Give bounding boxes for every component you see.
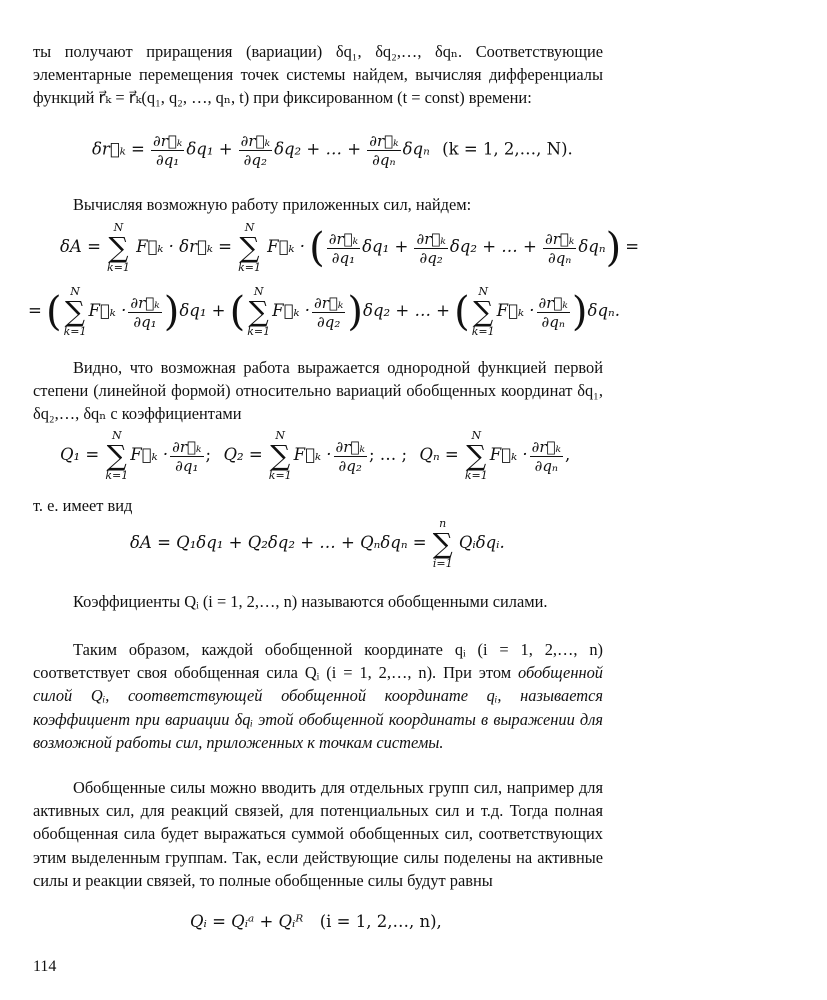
eq3-force-2: F⃗ₖ · [293,444,332,464]
eq3-sum-1-top: N [111,429,122,442]
eq3-q1: Q₁ = [60,444,100,464]
paragraph-6-italic: обобщенной силой Qᵢ, соответствующей обобщенной координате qᵢ, называется коэффициент при вариации δqᵢ этой обобщенной координаты в выражении для возможной работы сил, приложенных к точкам системы. [33,663,603,752]
eq2b-sum-3-top: N [478,285,488,298]
eq3-frac-1-num: ∂r⃗ₖ [172,437,202,456]
eq1-frac-1-num: ∂r⃗ₖ [152,132,183,150]
eq2-frac-2-den: ∂q₂ [419,248,443,267]
page-number: 114 [33,958,57,975]
eq3-frac-3-den: ∂qₙ [534,456,559,475]
eq3-sum-3-top: N [471,429,482,442]
paragraph-7: Обобщенные силы можно вводить для отдельных групп сил, например для активных сил, для реакций связей, для потенциальных сил и т.д. Тогда полная обобщенная сила будет выражаться суммой обобщенных сил, соответствующих этим выделенным группам. Так, если действующие силы поделены на активные силы и реакции связей, то полные обобщенные силы будут равны [33,778,603,890]
eq2b-frac-1-den: ∂q₁ [133,312,157,331]
equation-displacement [0,132,729,169]
eq4-lhs: δA = Q₁δq₁ + Q₂δq₂ + … + Qₙδqₙ = [130,532,427,552]
eq2b-sum-1: N ∑ k=1 [63,285,87,338]
equation-generalized-forces [0,430,697,482]
eq2-var-1: δq₁ + [362,236,409,256]
eq2b-sum-3-bot: k=1 [471,325,495,338]
eq2b-var-2: δq₂ + … + [363,300,451,320]
eq2-var-3: δqₙ [578,236,606,256]
eq2b-force-3: F⃗ₖ · [496,300,535,320]
eq2b-frac-3 [537,294,570,331]
eq1-frac-2 [239,132,272,169]
eq2b-frac-2 [312,294,345,331]
eq2-frac-3 [543,230,576,267]
eq2b-var-1: δq₁ + [179,300,226,320]
eq1-frac-2-num: ∂r⃗ₖ [240,132,271,150]
eq5-body: Qᵢ = Qᵢᵃ + Qᵢᴿ [190,912,304,931]
equation-total-force [0,912,827,932]
eq2b-frac-3-den: ∂qₙ [541,312,565,331]
eq1-var-3: δqₙ [402,139,430,159]
eq2b-lead: = [28,300,42,320]
eq2-frac-2 [414,230,447,267]
eq2-frac-1-den: ∂q₁ [331,248,356,267]
eq2-lhs: δA = [60,236,101,256]
paragraph-2: Вычисляя возможную работу приложенных сил, найдем: [73,195,472,214]
eq2-var-2: δq₂ + … + [449,236,537,256]
eq2b-frac-3-num: ∂r⃗ₖ [538,293,568,312]
eq3-sum-3-bot: k=1 [464,469,488,482]
eq2-frac-3-num: ∂r⃗ₖ [544,229,575,248]
eq3-frac-1-den: ∂q₁ [175,456,199,475]
eq2b-sum-2-top: N [253,285,264,298]
eq2b-frac-2-num: ∂r⃗ₖ [314,293,344,312]
eq3-sum-1: N ∑ k=1 [105,429,129,482]
eq2-sum-2-bot: k=1 [238,261,261,274]
eq2-mid: F⃗ₖ · δr⃗ₖ = [136,236,232,256]
eq3-sep-2: ; … ; [368,444,408,464]
eq1-frac-3 [367,132,400,169]
eq4-sum: n ∑ i=1 [432,517,453,570]
eq2b-sum-1-bot: k=1 [63,325,87,338]
eq1-frac-2-den: ∂q₂ [243,151,268,169]
eq5-condition: (i = 1, 2,…, n), [319,912,442,931]
eq3-sum-1-bot: k=1 [105,469,129,482]
eq3-frac-1 [170,438,203,475]
eq3-sum-2: N ∑ k=1 [268,429,292,482]
eq3-frac-2 [334,438,367,475]
eq3-q2: Q₂ = [223,444,263,464]
eq2-frac-1-num: ∂r⃗ₖ [328,229,359,248]
eq2b-sum-2: N ∑ k=1 [247,285,271,338]
eq2-sum-2: N ∑ k=1 [238,221,261,274]
paragraph-4: т. е. имеет вид [33,496,133,515]
eq3-sep-1: ; [205,444,212,464]
eq1-var-1: δq₁ + [186,139,233,159]
eq4-sum-bot: i=1 [432,557,453,570]
eq3-frac-2-den: ∂q₂ [338,456,362,475]
eq2-sum-1: N ∑ k=1 [107,221,130,274]
eq3-force-1: F⃗ₖ · [130,444,169,464]
eq3-frac-2-num: ∂r⃗ₖ [335,437,365,456]
paragraph-6-plain: Таким образом, каждой обобщенной координате qᵢ (i = 1, 2,…, n) соответствует своя обобщенная сила Qᵢ (i = 1, 2,…, n). При этом [33,640,603,683]
eq2-frac-1 [327,230,360,267]
eq2b-sum-2-bot: k=1 [247,325,271,338]
eq3-sep-3: , [565,444,571,464]
eq4-sum-top: n [439,517,447,530]
eq2-force: F⃗ₖ · [267,236,305,256]
paragraph-1: ты получают приращения (вариации) δq₁, δq₂,…, δqₙ. Соответствующие элементарные перемещения точек системы найдем, вычисляя дифференциалы функций r⃗ₖ = r⃗ₖ(q₁, q₂, …, qₙ, t) при фиксированном (t = const) времени: [33,42,603,108]
eq2-sum-2-top: N [244,221,255,234]
eq2-frac-2-num: ∂r⃗ₖ [416,229,446,248]
eq3-frac-3 [530,438,563,475]
eq1-frac-3-den: ∂qₙ [372,151,396,169]
eq2b-sum-1-top: N [70,285,80,298]
eq1-frac-3-num: ∂r⃗ₖ [369,132,399,150]
eq2b-frac-2-den: ∂q₂ [317,312,341,331]
eq2b-force-1: F⃗ₖ · [88,300,127,320]
eq2b-frac-1-num: ∂r⃗ₖ [130,293,160,312]
eq3-sum-2-bot: k=1 [268,469,292,482]
eq3-sum-3: N ∑ k=1 [464,429,488,482]
equation-work-sum [0,518,767,570]
eq1-condition: (k = 1, 2,…, N). [442,139,573,159]
eq2-sum-1-top: N [113,221,124,234]
eq2b-sum-3: N ∑ k=1 [471,285,495,338]
eq2b-force-2: F⃗ₖ · [272,300,310,320]
eq3-frac-3-num: ∂r⃗ₖ [531,437,561,456]
eq2b-var-3: δqₙ. [587,300,620,320]
eq1-lhs: δr⃗ₖ = [92,139,145,159]
eq1-frac-1-den: ∂q₁ [155,151,180,169]
equation-virtual-work-1: δA = N ∑ k=1 F⃗ₖ · δr⃗ₖ = N ∑ k=1 F⃗ₖ · ( $\frac{\text{∂r⃗ₖ}}{\text{∂q₁}}$ δq₁ + $\frac{\text{∂r⃗ₖ}}{\text{∂q₂}}$ δq₂ + … + $\frac{\text{∂r⃗ₖ}}{\text{∂qₙ}}$ δqₙ) = [60,221,640,274]
paragraph-5: Коэффициенты Qᵢ (i = 1, 2,…, n) называются обобщенными силами. [73,592,548,611]
eq1-frac-1 [151,132,184,169]
eq2-frac-3-den: ∂qₙ [547,248,572,267]
eq2-sum-1-bot: k=1 [107,261,130,274]
equation-virtual-work-2: = ( N ∑ k=1 F⃗ₖ · $\frac{\text{∂r⃗ₖ}}{\text{∂q₁}}$ )δq₁ + ( N ∑ k=1 F⃗ₖ · $\frac{\text{∂r⃗ₖ}}{\text{∂q₂}}$ )δq₂ + … + ( N ∑ k=1 F⃗ₖ · $\frac{\text{∂r⃗ₖ}}{\text{∂qₙ}}$ )δqₙ. [28,285,620,338]
paragraph-3: Видно, что возможная работа выражается однородной функцией первой степени (линейной формой) относительно вариаций обобщенных координат δq₁, δq₂,…, δqₙ с коэффициентами [33,358,603,424]
eq3-force-3: F⃗ₖ · [489,444,528,464]
eq3-qn: Qₙ = [419,444,459,464]
eq1-var-2: δq₂ + … + [274,139,362,159]
paragraph-6 [33,638,603,754]
eq2b-frac-1 [128,294,161,331]
eq4-rhs: Qᵢδqᵢ. [458,532,505,552]
eq2-end: = [625,236,640,256]
eq3-sum-2-top: N [275,429,286,442]
